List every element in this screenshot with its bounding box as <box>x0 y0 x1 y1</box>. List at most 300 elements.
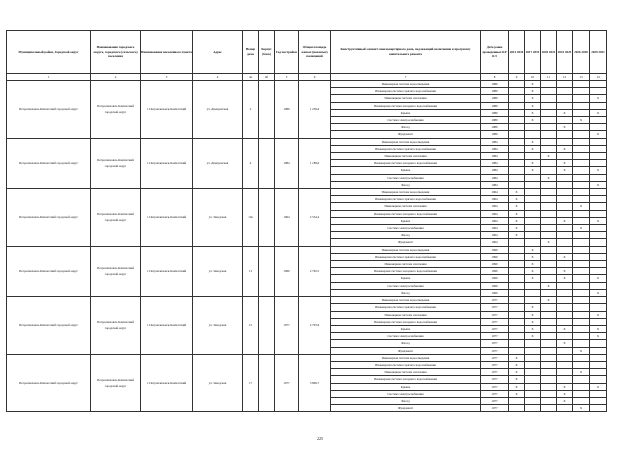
period-mark-cell <box>525 153 541 160</box>
period-mark-cell <box>509 95 525 102</box>
period-mark-cell: Х <box>541 297 557 304</box>
period-mark-cell <box>541 261 557 268</box>
settlement-cell: Петропавловск-Камчатский городской округ <box>91 189 141 247</box>
period-mark-cell: Х <box>509 203 525 210</box>
period-mark-cell <box>509 81 525 88</box>
column-number: 10 <box>525 74 541 81</box>
period-mark-cell <box>573 217 590 224</box>
period-mark-cell <box>541 196 557 203</box>
period-mark-cell: Х <box>541 174 557 181</box>
year-built-cell: 1984 <box>275 138 299 188</box>
period-mark-cell: Х <box>525 304 541 311</box>
period-mark-cell <box>541 95 557 102</box>
period-mark-cell <box>573 383 590 390</box>
year-built-cell: 1964 <box>275 189 299 247</box>
period-mark-cell <box>525 232 541 239</box>
prev-date-cell: 1977 <box>481 354 509 361</box>
period-mark-cell <box>590 268 607 275</box>
column-number: 4а <box>243 74 259 81</box>
period-mark-cell <box>590 117 607 124</box>
column-number: 4б <box>259 74 275 81</box>
period-mark-cell: Х <box>590 181 607 188</box>
area-cell: 1 189,0 <box>299 138 331 188</box>
period-mark-cell <box>525 297 541 304</box>
period-mark-cell <box>509 268 525 275</box>
year-built-cell: 1977 <box>275 354 299 412</box>
column-number: 3 <box>141 74 193 81</box>
period-mark-cell: Х <box>590 275 607 282</box>
period-mark-cell <box>557 210 573 217</box>
prev-date-cell: 1964 <box>481 189 509 196</box>
period-mark-cell <box>590 81 607 88</box>
period-mark-cell: Х <box>525 109 541 116</box>
element-cell: Фасад <box>331 397 481 404</box>
period-mark-cell <box>541 81 557 88</box>
period-mark-cell <box>573 131 590 138</box>
header-municipal: Муниципальный район, Городской округ <box>7 31 91 74</box>
prev-date-cell: 1977 <box>481 390 509 397</box>
header-period: 2017 2019 <box>525 31 541 74</box>
period-mark-cell <box>509 275 525 282</box>
period-mark-cell <box>541 253 557 260</box>
period-mark-cell: Х <box>525 333 541 340</box>
period-mark-cell: Х <box>525 318 541 325</box>
house-cell: 4 <box>243 138 259 188</box>
period-mark-cell <box>525 405 541 412</box>
period-mark-cell <box>541 88 557 95</box>
period-mark-cell <box>590 347 607 354</box>
period-mark-cell: Х <box>557 325 573 332</box>
period-mark-cell <box>557 153 573 160</box>
period-mark-cell <box>525 181 541 188</box>
period-mark-cell <box>509 318 525 325</box>
period-mark-cell <box>590 88 607 95</box>
period-mark-cell <box>525 390 541 397</box>
period-mark-cell: Х <box>590 109 607 116</box>
period-mark-cell <box>557 405 573 412</box>
municipal-cell: Петропавловск-Камчатский городской округ <box>7 354 91 412</box>
period-mark-cell <box>557 246 573 253</box>
column-number: 9 <box>509 74 525 81</box>
period-mark-cell <box>525 210 541 217</box>
period-mark-cell: Х <box>590 325 607 332</box>
element-cell: Фасад <box>331 232 481 239</box>
period-mark-cell <box>541 225 557 232</box>
period-mark-cell <box>541 354 557 361</box>
period-mark-cell <box>541 109 557 116</box>
period-mark-cell: Х <box>525 275 541 282</box>
period-mark-cell: Х <box>573 203 590 210</box>
settlement-cell: Петропавловск-Камчатский городской округ <box>91 354 141 412</box>
period-mark-cell <box>509 153 525 160</box>
period-mark-cell: Х <box>525 88 541 95</box>
house-cell: 13 <box>243 246 259 296</box>
address-cell: ул. Заводская <box>193 246 243 296</box>
period-mark-cell <box>509 102 525 109</box>
prev-date-cell: 1964 <box>481 239 509 246</box>
house-cell: 2 <box>243 81 259 139</box>
header-period: 2023 2025 <box>557 31 573 74</box>
period-mark-cell <box>573 174 590 181</box>
year-built-cell: 1990 <box>275 246 299 296</box>
period-mark-cell <box>509 333 525 340</box>
locality-cell: г. Петропавловск-Камчатский <box>141 189 193 247</box>
period-mark-cell <box>557 369 573 376</box>
period-mark-cell <box>573 261 590 268</box>
element-cell: Система электроснабжения <box>331 282 481 289</box>
municipal-cell: Петропавловск-Камчатский городской округ <box>7 189 91 247</box>
period-mark-cell <box>541 383 557 390</box>
element-cell: Крыша <box>331 167 481 174</box>
address-cell: ул. Заводская <box>193 354 243 412</box>
period-mark-cell <box>557 232 573 239</box>
period-mark-cell <box>557 174 573 181</box>
period-mark-cell <box>525 383 541 390</box>
prev-date-cell: 1990 <box>481 261 509 268</box>
period-mark-cell <box>525 196 541 203</box>
period-mark-cell <box>509 311 525 318</box>
period-mark-cell <box>590 239 607 246</box>
period-mark-cell <box>557 181 573 188</box>
period-mark-cell <box>590 369 607 376</box>
period-mark-cell <box>541 397 557 404</box>
period-mark-cell <box>590 397 607 404</box>
element-cell: Инженерная система отопления <box>331 261 481 268</box>
element-cell: Крыша <box>331 217 481 224</box>
period-mark-cell <box>525 369 541 376</box>
prev-date-cell: 1977 <box>481 405 509 412</box>
period-mark-cell <box>509 160 525 167</box>
period-mark-cell: Х <box>509 354 525 361</box>
period-mark-cell <box>525 376 541 383</box>
table-row <box>7 81 607 88</box>
period-mark-cell <box>573 102 590 109</box>
period-mark-cell <box>590 376 607 383</box>
period-mark-cell <box>573 160 590 167</box>
address-cell: ул. Днепровская <box>193 81 243 139</box>
period-mark-cell <box>573 318 590 325</box>
address-cell: ул. Днепровская <box>193 138 243 188</box>
period-mark-cell <box>590 138 607 145</box>
period-mark-cell <box>541 268 557 275</box>
prev-date-cell: 1977 <box>481 376 509 383</box>
period-mark-cell: Х <box>509 390 525 397</box>
period-mark-cell: Х <box>590 311 607 318</box>
period-mark-cell <box>573 124 590 131</box>
period-mark-cell <box>509 174 525 181</box>
period-mark-cell: Х <box>590 289 607 296</box>
period-mark-cell <box>590 124 607 131</box>
prev-date-cell: 1984 <box>481 181 509 188</box>
area-cell: 1 239,6 <box>299 81 331 139</box>
period-mark-cell <box>590 210 607 217</box>
prev-date-cell: 1977 <box>481 297 509 304</box>
period-mark-cell <box>541 203 557 210</box>
column-number: 5 <box>275 74 299 81</box>
period-mark-cell <box>509 239 525 246</box>
period-mark-cell <box>541 333 557 340</box>
prev-date-cell: 1990 <box>481 268 509 275</box>
period-mark-cell <box>573 210 590 217</box>
column-number: 7 <box>331 74 481 81</box>
period-mark-cell: Х <box>509 383 525 390</box>
prev-date-cell: 1977 <box>481 361 509 368</box>
element-cell: Инженерная система отопления <box>331 95 481 102</box>
period-mark-cell <box>573 282 590 289</box>
korpus-cell <box>259 189 275 247</box>
period-mark-cell <box>590 246 607 253</box>
element-cell: Фасад <box>331 289 481 296</box>
period-mark-cell: Х <box>541 153 557 160</box>
period-mark-cell <box>525 340 541 347</box>
period-mark-cell <box>509 261 525 268</box>
element-cell: Крыша <box>331 109 481 116</box>
period-mark-cell <box>590 145 607 152</box>
period-mark-cell <box>509 340 525 347</box>
area-cell: 3 809,7 <box>299 354 331 412</box>
header-address: Адрес <box>193 31 243 74</box>
period-mark-cell <box>573 88 590 95</box>
period-mark-cell <box>573 304 590 311</box>
period-mark-cell: Х <box>573 369 590 376</box>
period-mark-cell: Х <box>509 225 525 232</box>
period-mark-cell <box>541 347 557 354</box>
korpus-cell <box>259 246 275 296</box>
period-mark-cell <box>590 196 607 203</box>
element-cell: Система электроснабжения <box>331 390 481 397</box>
period-mark-cell: Х <box>557 160 573 167</box>
period-mark-cell <box>590 340 607 347</box>
prev-date-cell: 1984 <box>481 145 509 152</box>
period-mark-cell <box>557 203 573 210</box>
period-mark-cell <box>541 304 557 311</box>
period-mark-cell: Х <box>525 246 541 253</box>
period-mark-cell <box>541 167 557 174</box>
settlement-cell: Петропавловск-Камчатский городской округ <box>91 297 141 355</box>
prev-date-cell: 1984 <box>481 153 509 160</box>
period-mark-cell <box>509 304 525 311</box>
year-built-cell: 1980 <box>275 81 299 139</box>
period-mark-cell <box>573 81 590 88</box>
area-cell: 2 792,5 <box>299 246 331 296</box>
locality-cell: г. Петропавловск-Камчатский <box>141 81 193 139</box>
period-mark-cell <box>557 117 573 124</box>
period-mark-cell <box>541 160 557 167</box>
element-cell: Фундамент <box>331 239 481 246</box>
municipal-cell: Петропавловск-Камчатский городской округ <box>7 138 91 188</box>
prev-date-cell: 1990 <box>481 246 509 253</box>
period-mark-cell <box>509 347 525 354</box>
prev-date-cell: 1980 <box>481 81 509 88</box>
period-mark-cell: Х <box>525 160 541 167</box>
period-mark-cell <box>573 181 590 188</box>
address-cell: ул. Заводская <box>193 297 243 355</box>
period-mark-cell <box>525 239 541 246</box>
period-mark-cell <box>557 261 573 268</box>
period-mark-cell <box>590 253 607 260</box>
period-mark-cell: Х <box>590 131 607 138</box>
column-number: 11 <box>541 74 557 81</box>
header-element: Конструктивный элемент многоквартирного дома, подлежащий включению в программу капитального ремонта <box>331 31 481 74</box>
period-mark-cell <box>573 109 590 116</box>
header-period: 2020 2022 <box>541 31 557 74</box>
element-cell: Инженерная система холодного водоснабжения <box>331 160 481 167</box>
element-cell: Система электроснабжения <box>331 117 481 124</box>
header-settlement: Наименование городского округа, городского (сельского) поселения <box>91 31 141 74</box>
municipal-cell: Петропавловск-Камчатский городской округ <box>7 246 91 296</box>
period-mark-cell <box>541 275 557 282</box>
period-mark-cell <box>573 275 590 282</box>
period-mark-cell <box>557 297 573 304</box>
period-mark-cell <box>509 131 525 138</box>
period-mark-cell <box>509 124 525 131</box>
period-mark-cell <box>557 88 573 95</box>
period-mark-cell <box>509 109 525 116</box>
prev-date-cell: 1977 <box>481 347 509 354</box>
prev-date-cell: 1977 <box>481 333 509 340</box>
prev-date-cell: 1977 <box>481 325 509 332</box>
period-mark-cell: Х <box>525 95 541 102</box>
period-mark-cell: Х <box>557 268 573 275</box>
element-cell: Инженерная система водоотведения <box>331 189 481 196</box>
prev-date-cell: 1964 <box>481 225 509 232</box>
period-mark-cell: Х <box>509 210 525 217</box>
period-mark-cell <box>590 203 607 210</box>
header-prev-date: Дата ранее проведенных КР КЭ <box>481 31 509 74</box>
period-mark-cell <box>573 361 590 368</box>
capital-repair-table <box>6 30 607 412</box>
period-mark-cell <box>509 246 525 253</box>
period-mark-cell <box>557 81 573 88</box>
period-mark-cell <box>525 361 541 368</box>
element-cell: Инженерная система отопления <box>331 203 481 210</box>
period-mark-cell: Х <box>590 217 607 224</box>
period-mark-cell <box>557 376 573 383</box>
period-mark-cell <box>573 311 590 318</box>
capital-repair-table-sheet <box>6 30 606 412</box>
prev-date-cell: 1980 <box>481 95 509 102</box>
element-cell: Инженерная система холодного водоснабжения <box>331 318 481 325</box>
period-mark-cell <box>590 261 607 268</box>
house-cell: 10а <box>243 189 259 247</box>
table-row <box>7 138 607 145</box>
prev-date-cell: 1964 <box>481 217 509 224</box>
period-mark-cell: Х <box>509 369 525 376</box>
period-mark-cell <box>590 153 607 160</box>
header-period: 2026 2028 <box>573 31 590 74</box>
element-cell: Инженерная система водоотведения <box>331 297 481 304</box>
period-mark-cell <box>557 361 573 368</box>
element-cell: Инженерная система водоотведения <box>331 246 481 253</box>
area-cell: 2 703,6 <box>299 297 331 355</box>
prev-date-cell: 1964 <box>481 203 509 210</box>
column-number: 14 <box>590 74 607 81</box>
period-mark-cell <box>541 325 557 332</box>
period-mark-cell: Х <box>525 261 541 268</box>
period-mark-cell <box>573 397 590 404</box>
period-mark-cell: Х <box>509 232 525 239</box>
period-mark-cell <box>525 289 541 296</box>
period-mark-cell <box>590 160 607 167</box>
settlement-cell: Петропавловск-Камчатский городской округ <box>91 246 141 296</box>
period-mark-cell: Х <box>509 189 525 196</box>
period-mark-cell <box>590 297 607 304</box>
element-cell: Система электроснабжения <box>331 333 481 340</box>
element-cell: Система электроснабжения <box>331 174 481 181</box>
column-number: 1 <box>7 74 91 81</box>
prev-date-cell: 1990 <box>481 289 509 296</box>
element-cell: Фундамент <box>331 131 481 138</box>
table-body <box>7 81 607 412</box>
column-number: 6 <box>299 74 331 81</box>
element-cell: Инженерная система отопления <box>331 311 481 318</box>
element-cell: Инженерная система холодного водоснабжения <box>331 268 481 275</box>
header-row <box>7 31 607 74</box>
period-mark-cell: Х <box>573 225 590 232</box>
house-cell: 15 <box>243 297 259 355</box>
period-mark-cell: Х <box>525 325 541 332</box>
period-mark-cell <box>557 239 573 246</box>
column-number: 2 <box>91 74 141 81</box>
period-mark-cell <box>525 354 541 361</box>
element-cell: Инженерная система горячего водоснабжения <box>331 88 481 95</box>
period-mark-cell <box>509 282 525 289</box>
period-mark-cell <box>541 246 557 253</box>
period-mark-cell <box>590 282 607 289</box>
prev-date-cell: 1984 <box>481 138 509 145</box>
period-mark-cell <box>541 340 557 347</box>
prev-date-cell: 1977 <box>481 304 509 311</box>
element-cell: Инженерная система водоотведения <box>331 354 481 361</box>
header-area: Общая площадь жилых (нежилых) помещений <box>299 31 331 74</box>
period-mark-cell <box>541 189 557 196</box>
period-mark-cell <box>590 304 607 311</box>
period-mark-cell: Х <box>525 167 541 174</box>
period-mark-cell <box>541 217 557 224</box>
period-mark-cell: Х <box>573 347 590 354</box>
column-number: 8 <box>481 74 509 81</box>
period-mark-cell <box>573 246 590 253</box>
period-mark-cell <box>541 181 557 188</box>
period-mark-cell: Х <box>557 109 573 116</box>
period-mark-cell <box>525 397 541 404</box>
period-mark-cell <box>541 210 557 217</box>
period-mark-cell <box>573 189 590 196</box>
column-number: 4 <box>193 74 243 81</box>
period-mark-cell <box>573 333 590 340</box>
element-cell: Инженерная система водоотведения <box>331 81 481 88</box>
period-mark-cell <box>557 347 573 354</box>
period-mark-cell <box>509 325 525 332</box>
element-cell: Инженерная система горячего водоснабжения <box>331 145 481 152</box>
period-mark-cell: Х <box>509 361 525 368</box>
period-mark-cell: Х <box>557 390 573 397</box>
period-mark-cell <box>509 138 525 145</box>
address-cell: ул. Заводская <box>193 189 243 247</box>
period-mark-cell <box>541 145 557 152</box>
period-mark-cell <box>573 297 590 304</box>
prev-date-cell: 1990 <box>481 275 509 282</box>
period-mark-cell: Х <box>573 405 590 412</box>
period-mark-cell <box>525 131 541 138</box>
period-mark-cell: Х <box>525 138 541 145</box>
period-mark-cell <box>557 95 573 102</box>
header-locality: Наименование населенного пункта <box>141 31 193 74</box>
period-mark-cell <box>541 311 557 318</box>
period-mark-cell <box>541 369 557 376</box>
period-mark-cell <box>573 268 590 275</box>
period-mark-cell <box>590 174 607 181</box>
